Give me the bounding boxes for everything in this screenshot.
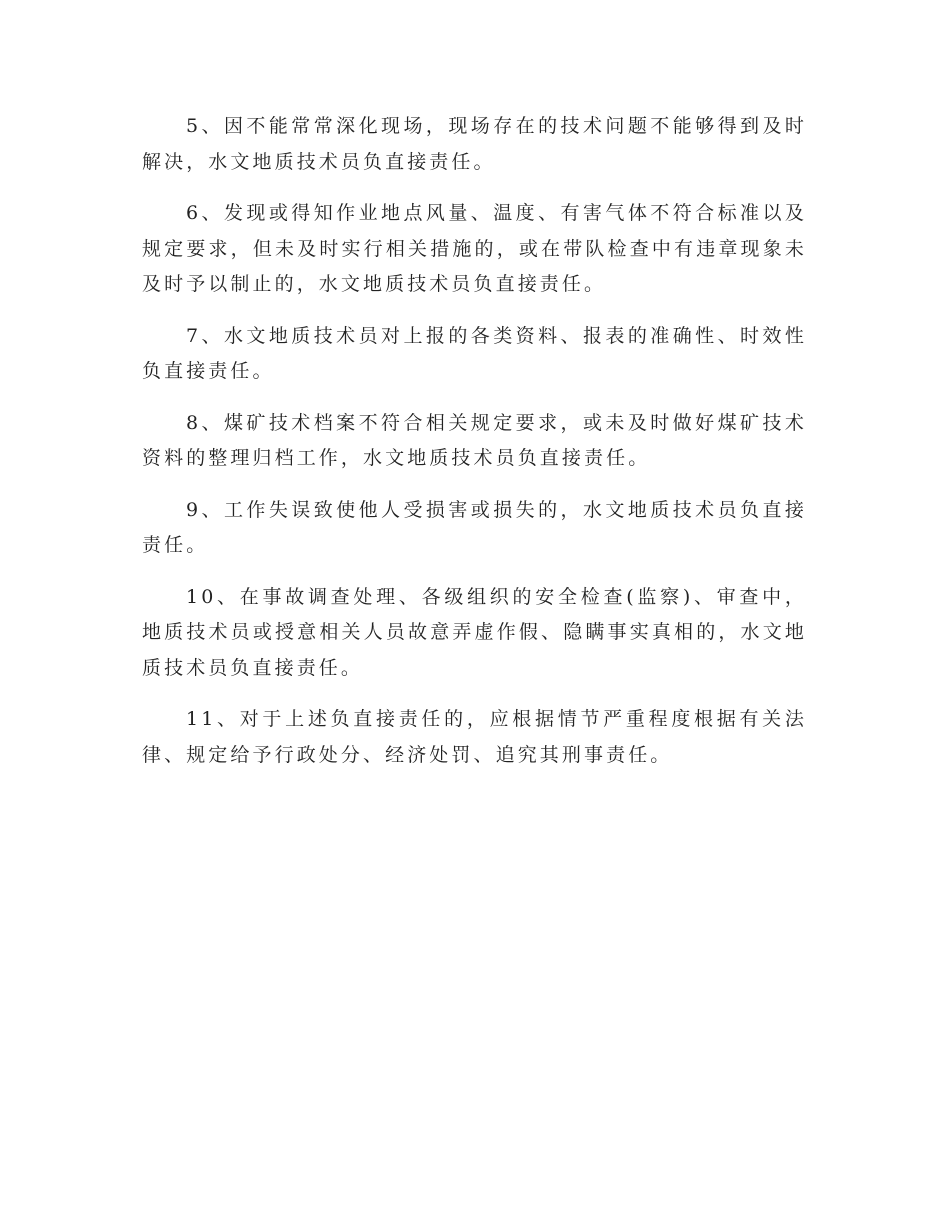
paragraph-item-9: 9、工作失误致使他人受损害或损失的，水文地质技术员负直接责任。 — [142, 498, 807, 556]
paragraph-item-8: 8、煤矿技术档案不符合相关规定要求，或未及时做好煤矿技术资料的整理归档工作，水文地质技术员负直接责任。 — [142, 411, 807, 469]
paragraph-item-7: 7、水文地质技术员对上报的各类资料、报表的准确性、时效性负直接责任。 — [142, 324, 807, 382]
paragraph-item-6: 6、发现或得知作业地点风量、温度、有害气体不符合标准以及规定要求，但未及时实行相关措施的，或在带队检查中有违章现象未及时予以制止的，水文地质技术员负直接责任。 — [142, 202, 807, 295]
paragraph-item-10: 10、在事故调查处理、各级组织的安全检查(监察)、审查中，地质技术员或授意相关人员故意弄虚作假、隐瞒事实真相的，水文地质技术员负直接责任。 — [142, 585, 807, 679]
document-body — [142, 109, 807, 789]
paragraph-item-11: 11、对于上述负直接责任的，应根据情节严重程度根据有关法律、规定给予行政处分、经济处罚、追究其刑事责任。 — [142, 708, 807, 766]
paragraph-item-5: 5、因不能常常深化现场，现场存在的技术问题不能够得到及时解决，水文地质技术员负直接责任。 — [142, 115, 807, 173]
